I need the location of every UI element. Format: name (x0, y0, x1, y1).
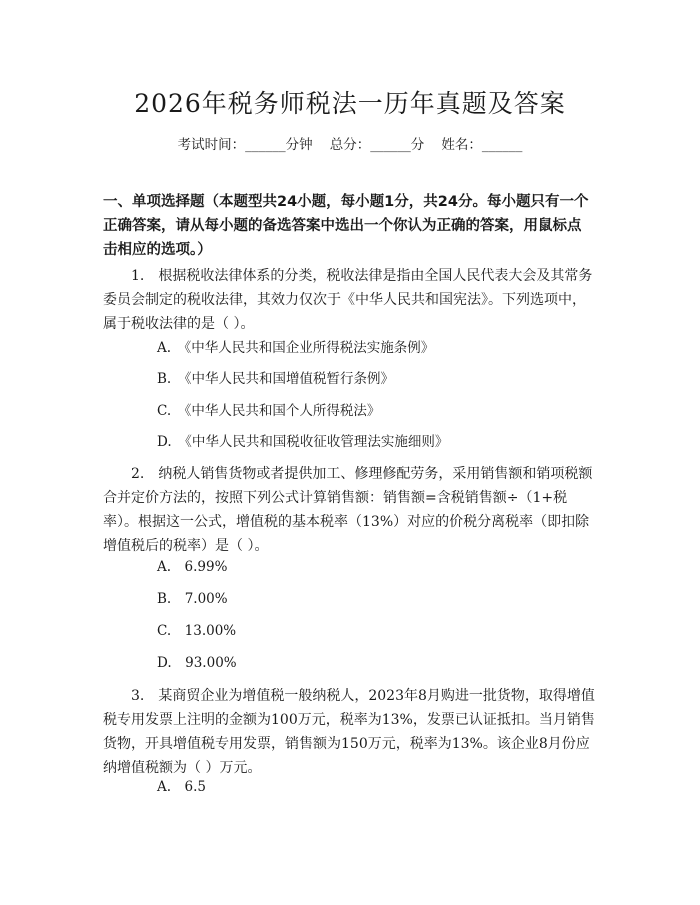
question-1-option-b[interactable]: B. 《中华人民共和国增值税暂行条例》 (157, 371, 394, 387)
question-2-option-a[interactable]: A. 6.99% (157, 559, 228, 575)
exam-meta-line: 考试时间：______分钟 总分：______分 姓名：______ (177, 137, 523, 153)
document-title: 2026年税务师税法一历年真题及答案 (134, 89, 566, 118)
section-heading: 一、单项选择题（本题型共24小题，每小题1分，共24分。每小题只有一个正确答案，请从每小题的备选答案中选出一个你认为正确的答案，用鼠标点击相应的选项。） (103, 194, 589, 258)
question-2-option-c[interactable]: C. 13.00% (157, 623, 237, 639)
question-2-text: 2. 纳税人销售货物或者提供加工、修理修配劳务，采用销售额和销项税额合并定价方法的，按照下列公式计算销售额：销售额=含税销售额÷（1+税率）。根据这一公式，增值税的基本税率（13%）对应的价税分离税率（即扣除增值税后的税率）是（ ）。 (103, 466, 593, 554)
question-2-option-b[interactable]: B. 7.00% (157, 591, 228, 607)
question-3-option-a[interactable]: A. 6.5 (157, 779, 207, 795)
question-1-option-c[interactable]: C. 《中华人民共和国个人所得税法》 (157, 403, 381, 419)
question-3-text: 3. 某商贸企业为增值税一般纳税人，2023年8月购进一批货物，取得增值税专用发票上注明的金额为100万元，税率为13%，发票已认证抵扣。当月销售货物，开具增值税专用发票，销售额为150万元，税率为13%。该企业8月份应纳增值税额为（ ）万元。 (103, 688, 595, 776)
question-1-text: 1. 根据税收法律体系的分类，税收法律是指由全国人民代表大会及其常务委员会制定的税收法律，其效力仅次于《中华人民共和国宪法》。下列选项中，属于税收法律的是（ ）。 (103, 268, 593, 332)
question-1-option-d[interactable]: D. 《中华人民共和国税收征收管理法实施细则》 (157, 434, 449, 450)
question-1-option-a[interactable]: A. 《中华人民共和国企业所得税法实施条例》 (157, 340, 435, 356)
question-2-option-d[interactable]: D. 93.00% (157, 655, 237, 671)
